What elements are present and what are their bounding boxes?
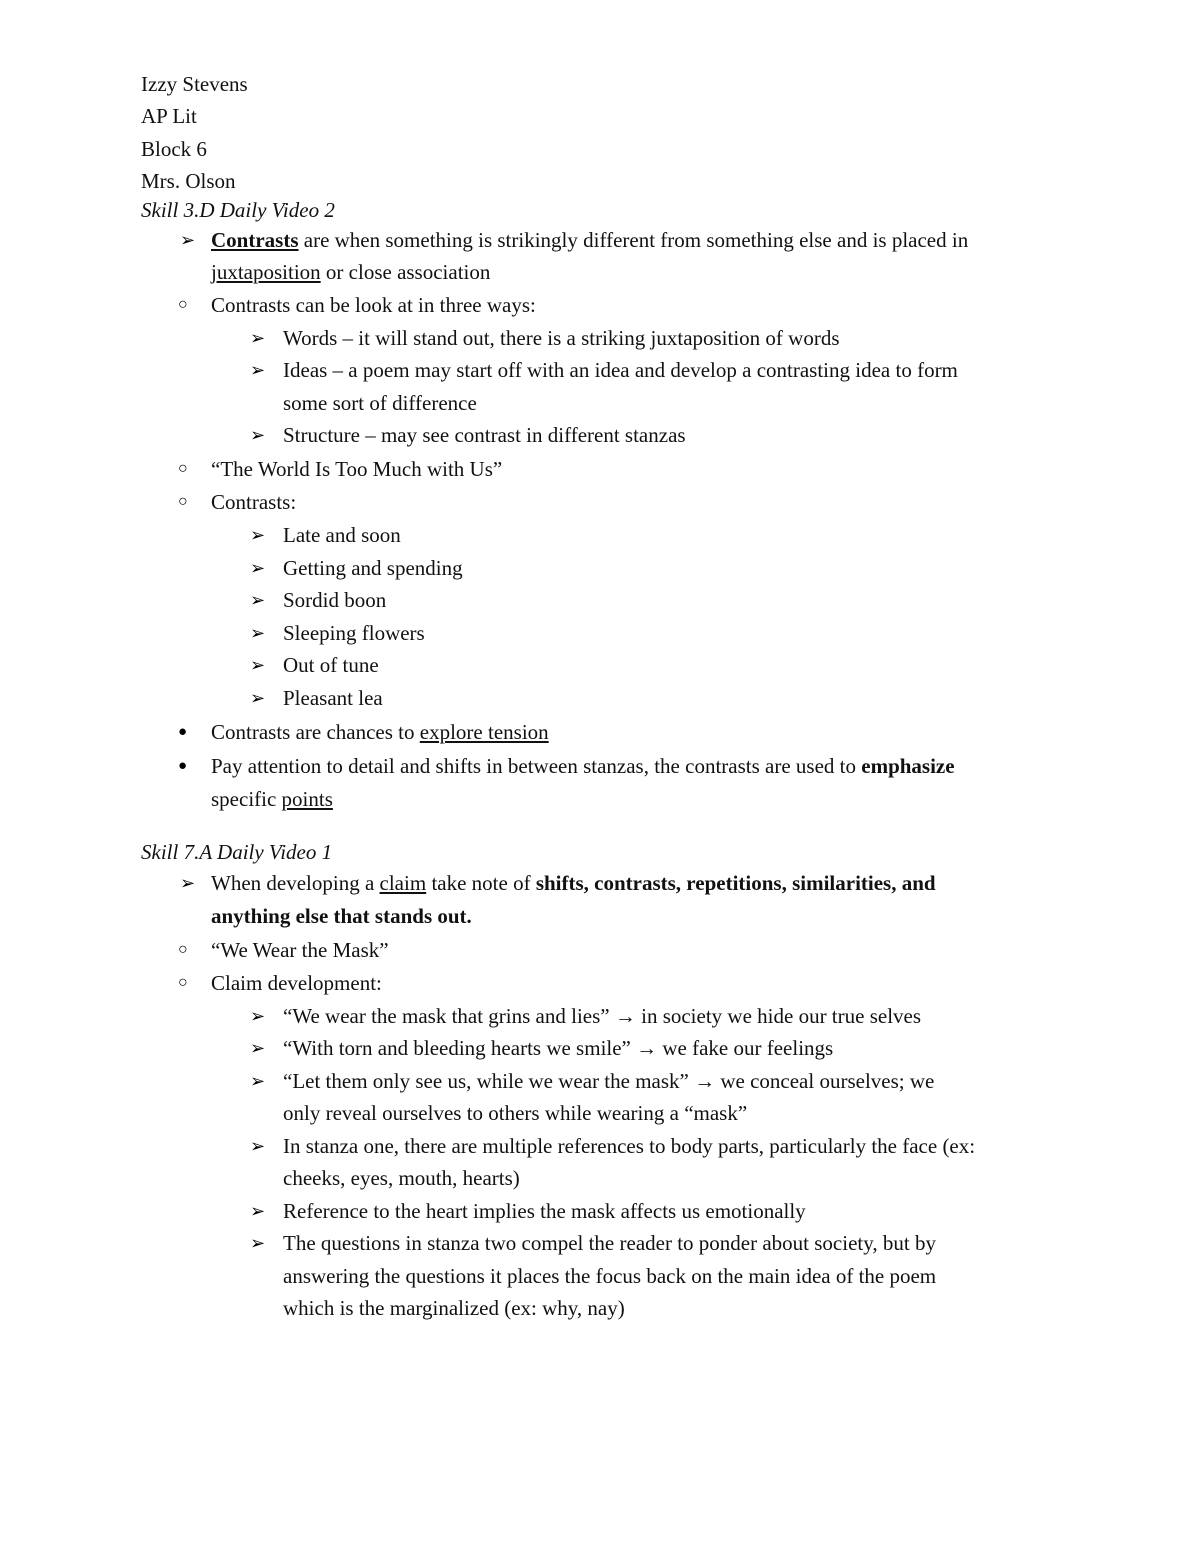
arrow-bullet-icon: ➢: [250, 558, 266, 578]
claim-line-2: [211, 903, 472, 929]
contrast-item: Out of tune: [283, 653, 379, 677]
course-name: AP Lit: [141, 104, 197, 128]
arrow-bullet-icon: ➢: [250, 1071, 266, 1091]
contrast-item: Late and soon: [283, 523, 401, 547]
section-title-skill-3d: Skill 3.D Daily Video 2: [141, 198, 335, 222]
contrast-definition-line-2: [211, 259, 490, 285]
claim-development-label: Claim development:: [211, 971, 382, 995]
claim-item-3-line-2: only reveal ourselves to others while wearing a “mask”: [283, 1101, 748, 1125]
teacher-name: Mrs. Olson: [141, 169, 236, 193]
claim-text-a: When developing a: [211, 871, 380, 895]
points-word: points: [281, 787, 333, 811]
circle-bullet-icon: ○: [178, 941, 188, 958]
dot-bullet-icon: ●: [178, 758, 188, 774]
claim-item-6-line-3: which is the marginalized (ex: why, nay): [283, 1296, 625, 1320]
arrow-bullet-icon: ➢: [180, 230, 196, 250]
definition-text-2: or close association: [320, 260, 491, 284]
arrow-bullet-icon: ➢: [250, 1233, 266, 1253]
detail-text-2: specific: [211, 787, 282, 811]
claim-item-2: “With torn and bleeding hearts we smile” → we fake our feelings: [283, 1036, 834, 1060]
arrow-bullet-icon: ➢: [250, 360, 266, 380]
definition-text-1: are when something is strikingly different from something else and is placed in: [298, 228, 969, 252]
arrow-bullet-icon: ➢: [250, 655, 266, 675]
contrasts-label: Contrasts:: [211, 490, 297, 514]
term-contrasts: Contrasts: [211, 228, 299, 252]
claim-item-1: “We wear the mask that grins and lies” → in society we hide our true selves: [283, 1004, 922, 1028]
claim-bold-1: shifts, contrasts, repetitions, similarities, and: [535, 871, 936, 895]
arrow-bullet-icon: ➢: [250, 1201, 266, 1221]
arrow-bullet-icon: ➢: [250, 688, 266, 708]
contrast-item: Sordid boon: [283, 588, 387, 612]
claim-item-6-line-1: The questions in stanza two compel the reader to ponder about society, but by: [283, 1231, 936, 1255]
poem-title-mask: “We Wear the Mask”: [211, 938, 389, 962]
claim-item-4-line-2: cheeks, eyes, mouth, hearts): [283, 1166, 520, 1190]
detail-line-1: [211, 753, 955, 779]
claim-word: claim: [379, 871, 427, 895]
claim-item-5: Reference to the heart implies the mask affects us emotionally: [283, 1199, 806, 1223]
arrow-bullet-icon: ➢: [250, 328, 266, 348]
claim-bold-2: anything else that stands out.: [211, 904, 472, 928]
arrow-bullet-icon: ➢: [250, 1006, 266, 1026]
way-words: Words – it will stand out, there is a striking juxtaposition of words: [283, 326, 840, 350]
arrow-bullet-icon: ➢: [250, 590, 266, 610]
way-ideas-line-2: some sort of difference: [283, 391, 477, 415]
ways-intro: Contrasts can be look at in three ways:: [211, 293, 536, 317]
contrast-definition-line-1: [211, 227, 968, 253]
contrast-item: Sleeping flowers: [283, 621, 425, 645]
contrast-item: Getting and spending: [283, 556, 463, 580]
arrow-bullet-icon: ➢: [180, 873, 196, 893]
term-juxtaposition: juxtaposition: [211, 260, 321, 284]
block-number: Block 6: [141, 137, 207, 161]
claim-text-b: take note of: [426, 871, 536, 895]
contrast-item: Pleasant lea: [283, 686, 383, 710]
circle-bullet-icon: ○: [178, 974, 188, 991]
tension-text: Contrasts are chances to: [211, 720, 420, 744]
detail-line-2: [211, 786, 333, 812]
claim-item-6-line-2: answering the questions it places the focus back on the main idea of the poem: [283, 1264, 937, 1288]
claim-item-3-line-1: “Let them only see us, while we wear the mask” → we conceal ourselves; we: [283, 1069, 935, 1093]
circle-bullet-icon: ○: [178, 460, 188, 477]
circle-bullet-icon: ○: [178, 493, 188, 510]
way-ideas-line-1: Ideas – a poem may start off with an idea and develop a contrasting idea to form: [283, 358, 958, 382]
circle-bullet-icon: ○: [178, 296, 188, 313]
student-name: Izzy Stevens: [141, 72, 248, 96]
section-title-skill-7a: Skill 7.A Daily Video 1: [141, 840, 333, 864]
claim-item-4-line-1: In stanza one, there are multiple references to body parts, particularly the face (ex:: [283, 1134, 976, 1158]
claim-line-1: [211, 870, 936, 896]
arrow-bullet-icon: ➢: [250, 1136, 266, 1156]
poem-title-world: “The World Is Too Much with Us”: [211, 457, 503, 481]
arrow-bullet-icon: ➢: [250, 525, 266, 545]
arrow-bullet-icon: ➢: [250, 623, 266, 643]
dot-bullet-icon: ●: [178, 724, 188, 740]
arrow-bullet-icon: ➢: [250, 1038, 266, 1058]
arrow-bullet-icon: ➢: [250, 425, 266, 445]
way-structure: Structure – may see contrast in different stanzas: [283, 423, 686, 447]
explore-tension-phrase: explore tension: [419, 720, 549, 744]
detail-text: Pay attention to detail and shifts in between stanzas, the contrasts are used to: [211, 754, 862, 778]
emphasize-word: emphasize: [861, 754, 955, 778]
tension-line: [211, 719, 549, 745]
